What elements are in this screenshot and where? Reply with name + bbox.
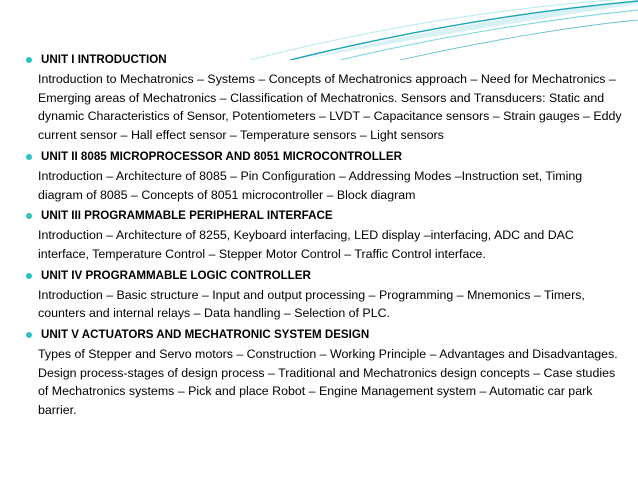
unit-heading-text: UNIT V ACTUATORS AND MECHATRONIC SYSTEM DESIGN: [41, 328, 370, 342]
unit-heading: [24, 51, 624, 69]
unit-body: Introduction – Architecture of 8255, Keyboard interfacing, LED display –interfacing, ADC and DAC interface, Temperature Control – Stepper Motor Control – Traffic Control interface.: [38, 228, 574, 261]
bullet-icon: [26, 273, 32, 279]
unit-heading: [24, 207, 624, 225]
unit-body: Introduction – Basic structure – Input and output processing – Programming – Mnemonics – Timers, counters and internal relays – Data handling – Selection of PLC.: [38, 287, 585, 321]
bullet-icon: [26, 332, 32, 338]
unit-heading: [24, 267, 624, 285]
unit-heading-text: UNIT I INTRODUCTION: [41, 53, 167, 66]
unit-body: Introduction – Architecture of 8085 – Pin Configuration – Addressing Modes –Instruction set, Timing diagram of 8085 – Concepts of 8051 microcontroller – Block diagram: [38, 168, 583, 202]
unit-heading: [24, 148, 624, 166]
unit-section: [24, 148, 624, 204]
bullet-icon: [26, 213, 32, 219]
unit-heading: [24, 326, 624, 344]
bullet-icon: [26, 57, 32, 63]
unit-body: Types of Stepper and Servo motors – Construction – Working Principle – Advantages and Disadvantages. Design process-stages of design process – Traditional and Mechatronics design concepts – Case studies of Mechatronics systems – Pick and place Robot – Engine Management system – Automatic car park barrier.: [38, 347, 618, 418]
unit-section: [24, 326, 624, 420]
syllabus-content: [24, 51, 624, 420]
unit-heading-text: UNIT IV PROGRAMMABLE LOGIC CONTROLLER: [41, 268, 311, 282]
bullet-icon: [26, 154, 32, 160]
unit-heading-text: UNIT III PROGRAMMABLE PERIPHERAL INTERFACE: [41, 209, 333, 223]
unit-section: [24, 51, 624, 145]
unit-body: Introduction to Mechatronics – Systems – Concepts of Mechatronics approach – Need for Mechatronics – Emerging areas of Mechatronics – Classification of Mechatronics. Sensors and Transducers: Static and dynamic Characteristics of Sensor, Potentiometers – LVDT – Capacitance sensors – Strain gauges – Eddy current sensor – Hall effect sensor – Temperature sensors – Light sensors: [38, 72, 622, 143]
unit-heading-text: UNIT II 8085 MICROPROCESSOR AND 8051 MICROCONTROLLER: [41, 149, 402, 163]
unit-section: [24, 207, 624, 263]
unit-section: [24, 267, 624, 323]
